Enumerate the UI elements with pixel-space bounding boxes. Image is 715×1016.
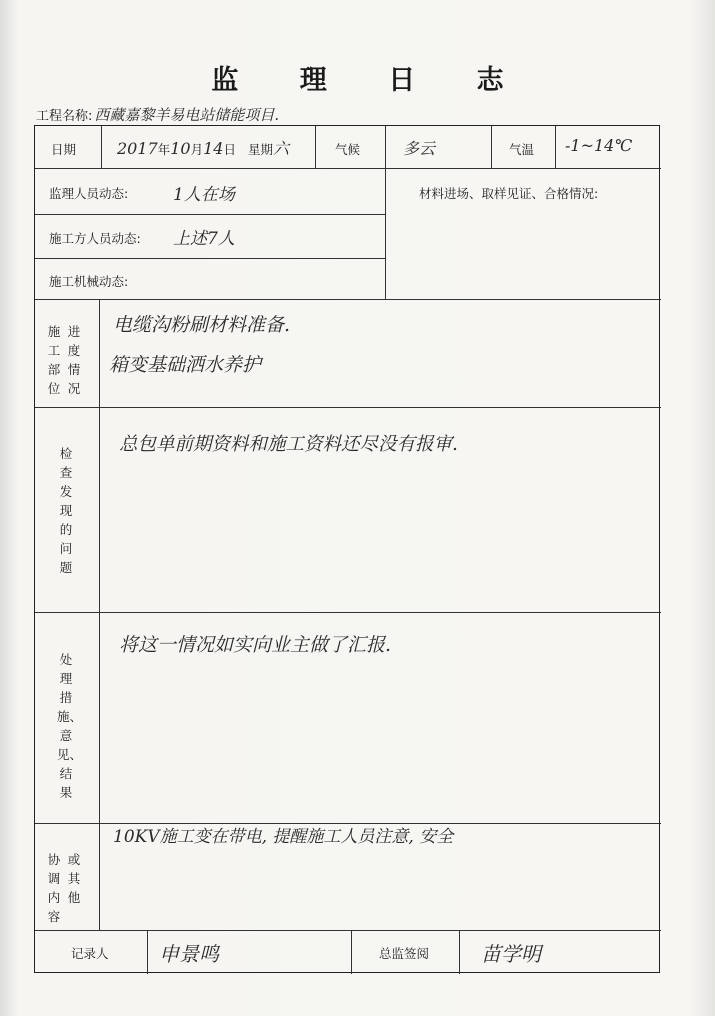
project-name-label: 工程名称: [36,109,93,124]
date-month: 10 [170,139,191,158]
day-suffix: 日 [223,142,236,157]
temperature-label: 气温 [509,142,535,157]
coordination-label-a: 协调内容 [47,852,61,924]
log-form [34,125,660,973]
date-year: 2017 [117,139,158,158]
progress-label-b: 进度情况 [67,324,81,396]
problems-line-1: 总包单前期资料和施工资料还尽没有报审. [119,434,458,455]
chief-review-label: 总监签阅 [379,946,430,961]
supervision-staff-value: 1人在场 [173,185,235,205]
coordination-line-1: 10KV施工变在带电, 提醒施工人员注意, 安全 [113,827,454,847]
recorder-signature: 申景鸣 [159,942,219,966]
year-suffix: 年 [157,142,171,157]
chief-signature: 苗学明 [481,942,541,966]
construction-staff-label: 施工方人员动态: [49,231,141,246]
page-title: 监 理 日 志 [211,65,530,96]
project-name-value: 西藏嘉黎羊易电站储能项目. [94,106,280,124]
measures-line-1: 将这一情况如实向业主做了汇报. [119,634,392,656]
weather-value: 多云 [403,139,436,158]
problems-label: 检查发现的问题 [59,446,73,575]
progress-line-2: 箱变基础洒水养护 [109,354,262,376]
construction-staff-value: 上述7人 [173,229,235,249]
weekday-value: 六 [272,139,289,158]
machinery-label: 施工机械动态: [49,274,129,289]
supervision-staff-label: 监理人员动态: [49,186,129,201]
progress-label-a: 施工部位 [47,324,61,396]
date-day: 14 [203,139,224,158]
temperature-value: -1~14℃ [565,136,633,155]
project-name-row [36,104,279,125]
weather-label: 气候 [335,142,361,157]
month-suffix: 月 [190,142,204,157]
coordination-label-b: 或其他 [67,852,81,905]
progress-line-1: 电缆沟粉刷材料准备. [113,314,291,336]
date-label: 日期 [51,142,77,157]
date-field [117,136,289,159]
weekday-label: 星期 [247,142,273,157]
measures-label: 处理措施、意见、结果 [57,652,83,800]
recorder-label: 记录人 [71,946,109,961]
materials-label: 材料进场、取样见证、合格情况: [419,186,599,201]
